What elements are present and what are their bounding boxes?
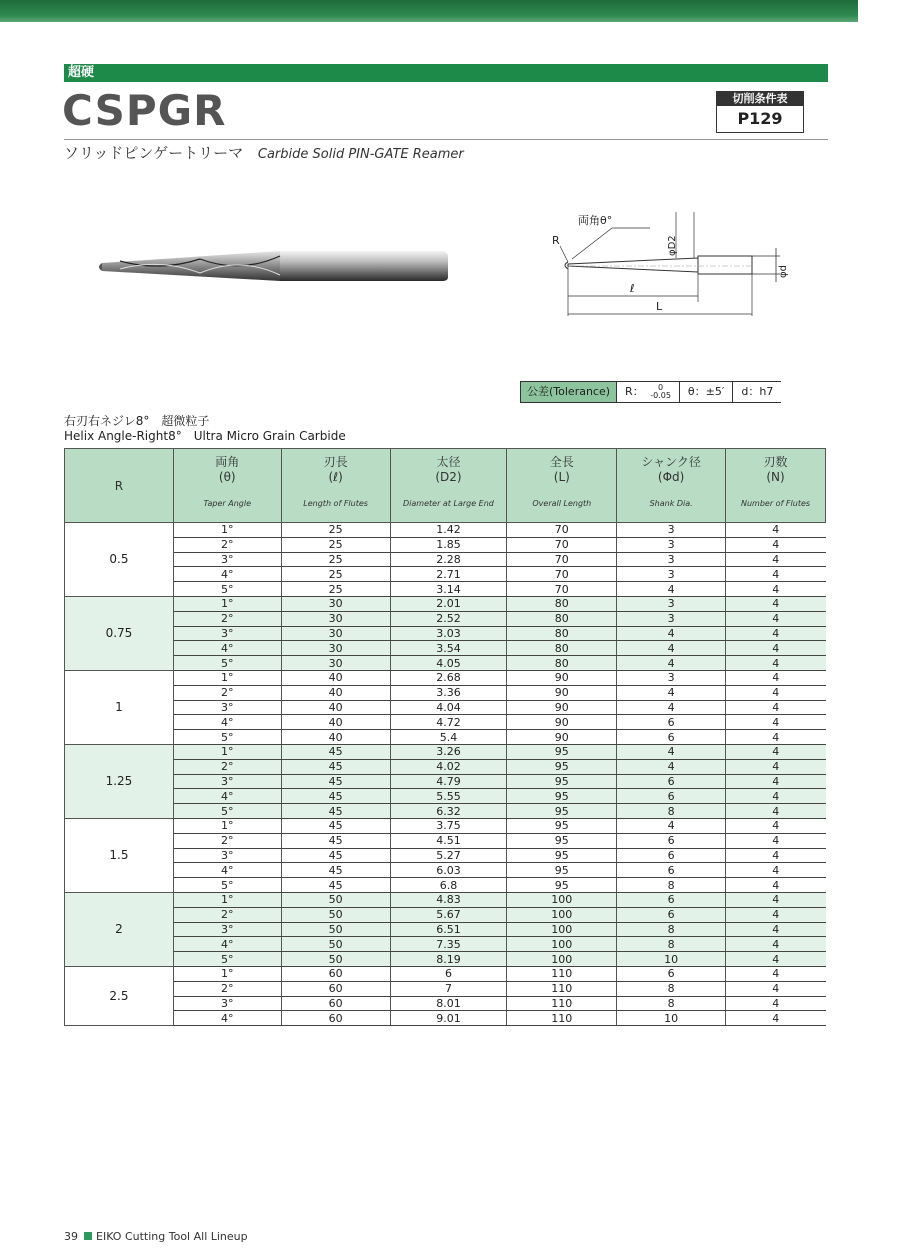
table-cell: 1°: [173, 818, 281, 833]
table-cell: 45: [281, 744, 390, 759]
shank-outline: [698, 256, 752, 274]
table-row: [65, 937, 826, 952]
tolerance-r: [617, 382, 680, 402]
leader-line: [560, 246, 568, 262]
table-row: [65, 789, 826, 804]
table-cell: 95: [507, 759, 617, 774]
table-cell: 45: [281, 818, 390, 833]
table-cell: 25: [281, 567, 390, 582]
table-cell: 80: [507, 656, 617, 671]
table-cell: 4: [617, 641, 726, 656]
col-header-flute-length: 刃長 (ℓ) Length of Flutes: [281, 449, 390, 523]
table-cell: 5°: [173, 952, 281, 967]
table-cell: 95: [507, 818, 617, 833]
table-cell: 25: [281, 552, 390, 567]
table-cell: 110: [507, 966, 617, 981]
table-row: [65, 582, 826, 597]
table-cell: 3: [617, 567, 726, 582]
table-cell: 4°: [173, 1011, 281, 1026]
table-cell: 3.75: [390, 818, 507, 833]
table-cell: 60: [281, 981, 390, 996]
r-group-cell: 1: [65, 670, 174, 744]
table-cell: 30: [281, 641, 390, 656]
table-cell: 3.54: [390, 641, 507, 656]
table-cell: 4: [726, 833, 826, 848]
table-row: [65, 774, 826, 789]
table-cell: 90: [507, 700, 617, 715]
table-cell: 3: [617, 596, 726, 611]
table-row: [65, 996, 826, 1011]
tolerance-d: d：h7: [741, 385, 774, 398]
table-cell: 30: [281, 656, 390, 671]
table-cell: 90: [507, 670, 617, 685]
table-cell: 3°: [173, 848, 281, 863]
table-cell: 3.26: [390, 744, 507, 759]
table-cell: 4°: [173, 567, 281, 582]
table-cell: 100: [507, 922, 617, 937]
table-cell: 2°: [173, 759, 281, 774]
table-cell: 4: [726, 744, 826, 759]
l-big-label: L: [656, 300, 663, 313]
table-row: [65, 863, 826, 878]
table-row: [65, 892, 826, 907]
table-cell: 6: [617, 833, 726, 848]
table-cell: 3.03: [390, 626, 507, 641]
table-cell: 95: [507, 789, 617, 804]
table-cell: 40: [281, 730, 390, 745]
table-cell: 8.01: [390, 996, 507, 1011]
table-cell: 6.03: [390, 863, 507, 878]
tolerance-theta: θ：±5′: [680, 382, 733, 402]
table-cell: 25: [281, 582, 390, 597]
table-row: [65, 641, 826, 656]
table-cell: 30: [281, 596, 390, 611]
table-cell: 8: [617, 878, 726, 893]
table-cell: 4.79: [390, 774, 507, 789]
page-number: 39: [64, 1230, 78, 1243]
table-row: [65, 537, 826, 552]
table-cell: 70: [507, 523, 617, 538]
footer-text: EIKO Cutting Tool All Lineup: [96, 1230, 248, 1243]
table-cell: 1.42: [390, 523, 507, 538]
table-cell: 5°: [173, 878, 281, 893]
table-cell: 4: [726, 670, 826, 685]
table-cell: 4: [726, 966, 826, 981]
table-cell: 80: [507, 641, 617, 656]
angle-label: 両角θ°: [578, 214, 613, 227]
tolerance-r-lower: -0.05: [650, 391, 671, 400]
table-cell: 50: [281, 952, 390, 967]
table-cell: 3: [617, 670, 726, 685]
table-cell: 6: [617, 907, 726, 922]
table-cell: 4: [726, 804, 826, 819]
category-bar: [64, 64, 828, 82]
table-cell: 45: [281, 863, 390, 878]
table-cell: 60: [281, 966, 390, 981]
table-cell: 5°: [173, 582, 281, 597]
table-cell: 40: [281, 670, 390, 685]
table-cell: 2.28: [390, 552, 507, 567]
table-row: [65, 700, 826, 715]
table-cell: 1.85: [390, 537, 507, 552]
ref-label: 切削条件表: [717, 92, 803, 106]
table-cell: 3°: [173, 774, 281, 789]
table-cell: 50: [281, 922, 390, 937]
top-decor-bar: [0, 0, 858, 22]
table-cell: 50: [281, 937, 390, 952]
table-cell: 95: [507, 804, 617, 819]
table-cell: 6: [617, 966, 726, 981]
table-cell: 4.02: [390, 759, 507, 774]
col-header-taper: 両角 (θ) Taper Angle: [173, 449, 281, 523]
table-row: [65, 848, 826, 863]
subtitle: [64, 143, 464, 165]
table-row: [65, 670, 826, 685]
category-label: 超硬: [68, 65, 95, 80]
table-cell: 80: [507, 596, 617, 611]
table-cell: 8: [617, 922, 726, 937]
table-cell: 3°: [173, 626, 281, 641]
table-cell: 110: [507, 981, 617, 996]
table-cell: 7.35: [390, 937, 507, 952]
table-cell: 70: [507, 552, 617, 567]
table-cell: 90: [507, 715, 617, 730]
table-cell: 4°: [173, 715, 281, 730]
table-cell: 2°: [173, 537, 281, 552]
table-cell: 1°: [173, 596, 281, 611]
table-cell: 4: [726, 626, 826, 641]
table-cell: 45: [281, 833, 390, 848]
table-cell: 3°: [173, 552, 281, 567]
table-cell: 110: [507, 996, 617, 1011]
table-cell: 95: [507, 848, 617, 863]
r-group-cell: 1.5: [65, 818, 174, 892]
table-row: [65, 656, 826, 671]
table-cell: 1°: [173, 523, 281, 538]
table-cell: 6: [617, 863, 726, 878]
table-cell: 80: [507, 611, 617, 626]
table-cell: 45: [281, 759, 390, 774]
table-cell: 4: [726, 952, 826, 967]
table-cell: 3: [617, 552, 726, 567]
table-cell: 5°: [173, 730, 281, 745]
table-row: [65, 981, 826, 996]
table-cell: 6: [617, 730, 726, 745]
table-cell: 8.19: [390, 952, 507, 967]
table-cell: 4: [726, 730, 826, 745]
table-cell: 6.51: [390, 922, 507, 937]
table-cell: 4: [617, 818, 726, 833]
table-cell: 4: [726, 892, 826, 907]
table-cell: 4: [726, 848, 826, 863]
table-row: [65, 952, 826, 967]
ref-page[interactable]: P129: [737, 109, 783, 128]
table-cell: 1°: [173, 670, 281, 685]
r-group-cell: 0.75: [65, 596, 174, 670]
table-cell: 6.32: [390, 804, 507, 819]
table-cell: 2°: [173, 685, 281, 700]
table-cell: 2°: [173, 611, 281, 626]
table-cell: 4: [617, 626, 726, 641]
table-cell: 4.04: [390, 700, 507, 715]
col-header-flutes: 刃数 (N) Number of Flutes: [726, 449, 826, 523]
leader-line: [572, 228, 612, 259]
table-cell: 5.4: [390, 730, 507, 745]
table-cell: 4: [726, 611, 826, 626]
table-row: [65, 685, 826, 700]
table-row: [65, 611, 826, 626]
table-cell: 40: [281, 685, 390, 700]
tolerance-r-upper: 0: [658, 383, 664, 392]
r-group-cell: 2.5: [65, 966, 174, 1025]
table-cell: 4: [726, 641, 826, 656]
table-cell: 5.55: [390, 789, 507, 804]
table-row: [65, 878, 826, 893]
table-cell: 10: [617, 952, 726, 967]
page-title: CSPGR: [62, 86, 227, 135]
table-cell: 3.36: [390, 685, 507, 700]
table-cell: 4: [726, 567, 826, 582]
table-row: [65, 922, 826, 937]
table-cell: 4: [726, 863, 826, 878]
table-cell: 4.05: [390, 656, 507, 671]
table-cell: 95: [507, 774, 617, 789]
table-cell: 3.14: [390, 582, 507, 597]
table-cell: 4: [726, 774, 826, 789]
table-cell: 45: [281, 848, 390, 863]
table-cell: 80: [507, 626, 617, 641]
table-cell: 4: [726, 907, 826, 922]
table-cell: 70: [507, 537, 617, 552]
table-cell: 4: [617, 656, 726, 671]
table-cell: 100: [507, 937, 617, 952]
table-cell: 45: [281, 804, 390, 819]
table-cell: 4: [726, 552, 826, 567]
footer-square-icon: [84, 1232, 92, 1240]
table-row: [65, 759, 826, 774]
taper-outline: [568, 258, 698, 272]
table-cell: 4: [726, 715, 826, 730]
table-cell: 7: [390, 981, 507, 996]
table-cell: 110: [507, 1011, 617, 1026]
table-cell: 1°: [173, 744, 281, 759]
table-cell: 4°: [173, 789, 281, 804]
table-cell: 8: [617, 804, 726, 819]
table-cell: 1°: [173, 892, 281, 907]
table-cell: 5°: [173, 804, 281, 819]
table-cell: 6: [617, 848, 726, 863]
table-row: [65, 626, 826, 641]
table-cell: 4: [617, 700, 726, 715]
table-cell: 4: [726, 523, 826, 538]
table-cell: 6: [617, 789, 726, 804]
l-small-label: ℓ: [630, 282, 635, 295]
table-cell: 6: [617, 892, 726, 907]
table-cell: 9.01: [390, 1011, 507, 1026]
reamer-photo: [90, 238, 450, 288]
r-label: R: [552, 234, 560, 247]
table-row: [65, 966, 826, 981]
table-cell: 2.01: [390, 596, 507, 611]
table-cell: 1°: [173, 966, 281, 981]
table-cell: 70: [507, 567, 617, 582]
table-cell: 6: [390, 966, 507, 981]
helix-jp: 右刃右ネジレ8° 超微粒子: [64, 414, 210, 428]
tolerance-r-range: [650, 384, 671, 400]
table-cell: 4: [726, 596, 826, 611]
tolerance-r-prefix: R：: [625, 385, 644, 398]
table-cell: 2.71: [390, 567, 507, 582]
table-cell: 95: [507, 863, 617, 878]
table-row: [65, 907, 826, 922]
table-cell: 100: [507, 892, 617, 907]
table-cell: 3: [617, 537, 726, 552]
table-cell: 4°: [173, 937, 281, 952]
table-cell: 40: [281, 700, 390, 715]
d-label: φd: [778, 265, 789, 278]
table-cell: 2.52: [390, 611, 507, 626]
table-cell: 6: [617, 774, 726, 789]
table-cell: 4: [726, 937, 826, 952]
table-cell: 4: [726, 981, 826, 996]
subtitle-jp: ソリッドピンゲートリーマ: [64, 144, 244, 162]
table-cell: 4: [726, 537, 826, 552]
table-cell: 8: [617, 981, 726, 996]
table-cell: 4: [726, 1011, 826, 1026]
table-cell: 95: [507, 878, 617, 893]
table-cell: 3°: [173, 700, 281, 715]
table-cell: 95: [507, 833, 617, 848]
table-cell: 45: [281, 878, 390, 893]
table-cell: 2°: [173, 907, 281, 922]
table-cell: 40: [281, 715, 390, 730]
table-cell: 6: [617, 715, 726, 730]
table-cell: 95: [507, 744, 617, 759]
table-cell: 10: [617, 1011, 726, 1026]
table-cell: 45: [281, 789, 390, 804]
table-cell: 5.67: [390, 907, 507, 922]
table-cell: 3°: [173, 996, 281, 1011]
table-row: [65, 1011, 826, 1026]
col-header-shank-dia: シャンク径 (Φd) Shank Dia.: [617, 449, 726, 523]
table-cell: 3°: [173, 922, 281, 937]
spec-table: [64, 448, 826, 1026]
table-cell: 50: [281, 907, 390, 922]
shank-shape: [280, 251, 448, 281]
table-row: [65, 523, 826, 538]
table-cell: 3: [617, 523, 726, 538]
table-cell: 4°: [173, 641, 281, 656]
r-group-cell: 0.5: [65, 523, 174, 597]
table-cell: 8: [617, 937, 726, 952]
dimension-diagram: [530, 204, 790, 324]
table-cell: 2°: [173, 981, 281, 996]
table-cell: 4: [726, 878, 826, 893]
table-cell: 4: [726, 700, 826, 715]
col-header-r: R: [65, 449, 174, 523]
table-cell: 4: [617, 759, 726, 774]
table-header-row: [65, 449, 826, 523]
table-row: [65, 552, 826, 567]
table-cell: 3: [617, 611, 726, 626]
table-cell: 25: [281, 537, 390, 552]
subtitle-en: Carbide Solid PIN-GATE Reamer: [257, 147, 464, 162]
table-cell: 4: [617, 744, 726, 759]
helix-en: Helix Angle-Right8° Ultra Micro Grain Carbide: [64, 429, 346, 443]
helix-note: [64, 414, 346, 444]
table-cell: 5°: [173, 656, 281, 671]
table-row: [65, 804, 826, 819]
table-cell: 8: [617, 996, 726, 1011]
table-cell: 4: [726, 685, 826, 700]
table-row: [65, 715, 826, 730]
spec-table-body: [65, 523, 826, 1026]
tip-shape: [99, 263, 102, 271]
table-cell: 2.68: [390, 670, 507, 685]
table-row: [65, 744, 826, 759]
table-cell: 70: [507, 582, 617, 597]
table-cell: 4: [726, 922, 826, 937]
table-cell: 25: [281, 523, 390, 538]
table-cell: 4: [726, 582, 826, 597]
table-cell: 100: [507, 907, 617, 922]
table-row: [65, 730, 826, 745]
table-row: [65, 833, 826, 848]
table-cell: 2°: [173, 833, 281, 848]
table-cell: 30: [281, 626, 390, 641]
table-cell: 50: [281, 892, 390, 907]
table-cell: 4: [726, 996, 826, 1011]
table-row: [65, 818, 826, 833]
table-cell: 60: [281, 996, 390, 1011]
table-cell: 90: [507, 685, 617, 700]
tolerance-label: 公差(Tolerance): [520, 382, 617, 402]
r-group-cell: 2: [65, 892, 174, 966]
title-divider: [64, 139, 828, 140]
table-cell: 30: [281, 611, 390, 626]
table-cell: 60: [281, 1011, 390, 1026]
page-footer: [64, 1230, 248, 1243]
table-cell: 90: [507, 730, 617, 745]
table-cell: 4: [617, 582, 726, 597]
table-cell: 5.27: [390, 848, 507, 863]
table-cell: 4.83: [390, 892, 507, 907]
table-cell: 100: [507, 952, 617, 967]
table-cell: 4.51: [390, 833, 507, 848]
table-cell: 6.8: [390, 878, 507, 893]
table-cell: 45: [281, 774, 390, 789]
table-cell: 4°: [173, 863, 281, 878]
col-header-large-dia: 太径 (D2) Diameter at Large End: [390, 449, 507, 523]
table-cell: 4.72: [390, 715, 507, 730]
table-cell: 4: [726, 656, 826, 671]
d2-label: φD2: [667, 235, 678, 256]
table-row: [65, 567, 826, 582]
table-row: [65, 596, 826, 611]
table-cell: 4: [617, 685, 726, 700]
table-cell: 4: [726, 818, 826, 833]
table-cell: 4: [726, 789, 826, 804]
r-group-cell: 1.25: [65, 744, 174, 818]
cutting-condition-ref[interactable]: [716, 91, 804, 133]
table-cell: 4: [726, 759, 826, 774]
tolerance-strip: [520, 381, 781, 403]
col-header-overall-length: 全長 (L) Overall Length: [507, 449, 617, 523]
